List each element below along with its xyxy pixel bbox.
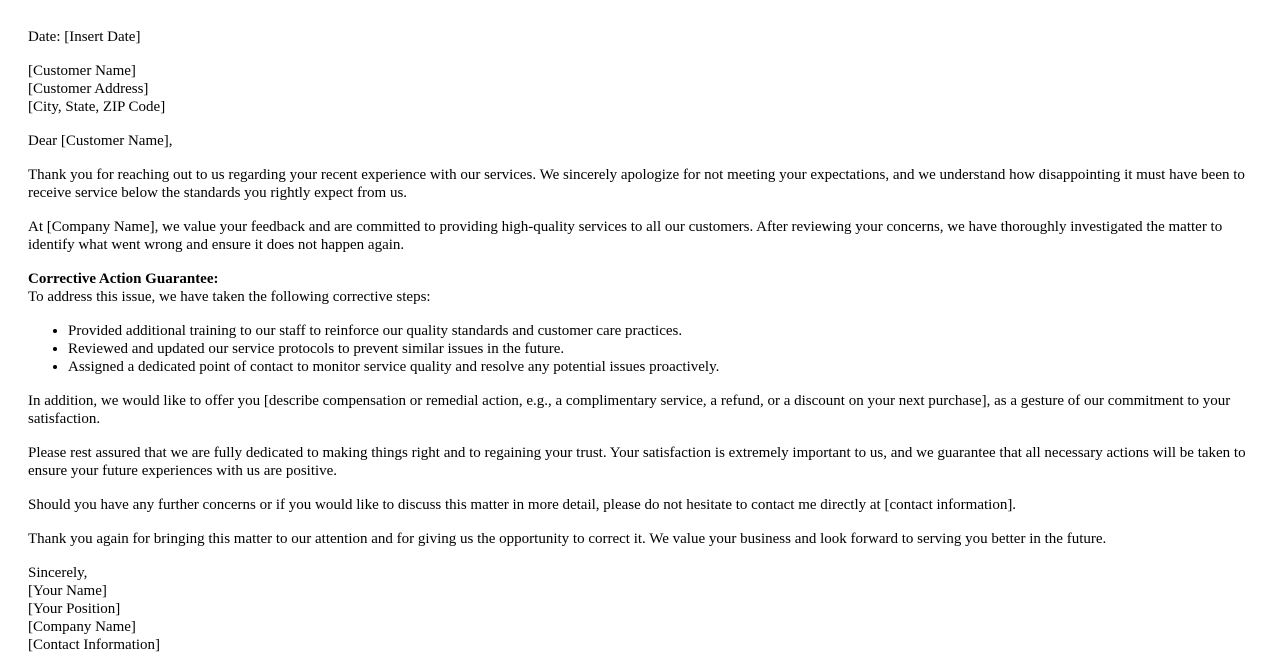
recipient-address: [Customer Address] bbox=[28, 81, 149, 97]
paragraph-contact: Should you have any further concerns or if you would like to discuss this matter in more detail, please do not hesitate to contact me directly at [contact information]. bbox=[28, 497, 1017, 513]
signer-name: [Your Name] bbox=[28, 583, 107, 599]
corrective-heading: Corrective Action Guarantee: bbox=[28, 271, 219, 287]
salutation: Dear [Customer Name], bbox=[28, 133, 173, 149]
signer-position: [Your Position] bbox=[28, 601, 121, 617]
signature-block bbox=[28, 564, 1250, 654]
valediction: Sincerely, bbox=[28, 565, 88, 581]
list-item: • Reviewed and updated our service protocols to prevent similar issues in the future. bbox=[68, 340, 1250, 358]
recipient-block bbox=[28, 62, 1250, 116]
signer-contact: [Contact Information] bbox=[28, 637, 161, 653]
signer-company: [Company Name] bbox=[28, 619, 136, 635]
list-item: • Provided additional training to our staff to reinforce our quality standards and customer care practices. bbox=[68, 322, 1250, 340]
corrective-section bbox=[28, 270, 1250, 306]
corrective-steps-list bbox=[28, 322, 1250, 376]
paragraph-apology: Thank you for reaching out to us regarding your recent experience with our services. We sincerely apologize for not meeting your expectations, and we understand how disappointing it must have been to receive service below the standards you rightly expect from us. bbox=[28, 167, 1245, 201]
paragraph-commitment: At [Company Name], we value your feedback and are committed to providing high-quality services to all our customers. After reviewing your concerns, we have thoroughly investigated the matter to identify what went wrong and ensure it does not happen again. bbox=[28, 219, 1223, 253]
paragraph-compensation: In addition, we would like to offer you [describe compensation or remedial action, e.g., a complimentary service, a refund, or a discount on your next purchase], as a gesture of our commitment to your satisfaction. bbox=[28, 393, 1231, 427]
paragraph-thanks: Thank you again for bringing this matter to our attention and for giving us the opportunity to correct it. We value your business and look forward to serving you better in the future. bbox=[28, 531, 1107, 547]
paragraph-assurance: Please rest assured that we are fully dedicated to making things right and to regaining your trust. Your satisfaction is extremely important to us, and we guarantee that all necessary actions will be taken to ensure your future experiences with us are positive. bbox=[28, 445, 1246, 479]
recipient-name: [Customer Name] bbox=[28, 63, 136, 79]
recipient-city-state-zip: [City, State, ZIP Code] bbox=[28, 99, 166, 115]
corrective-intro: To address this issue, we have taken the following corrective steps: bbox=[28, 289, 431, 305]
list-item: • Assigned a dedicated point of contact to monitor service quality and resolve any potential issues proactively. bbox=[68, 358, 1250, 376]
letter-body bbox=[28, 28, 1250, 670]
date-line: Date: [Insert Date] bbox=[28, 29, 141, 45]
